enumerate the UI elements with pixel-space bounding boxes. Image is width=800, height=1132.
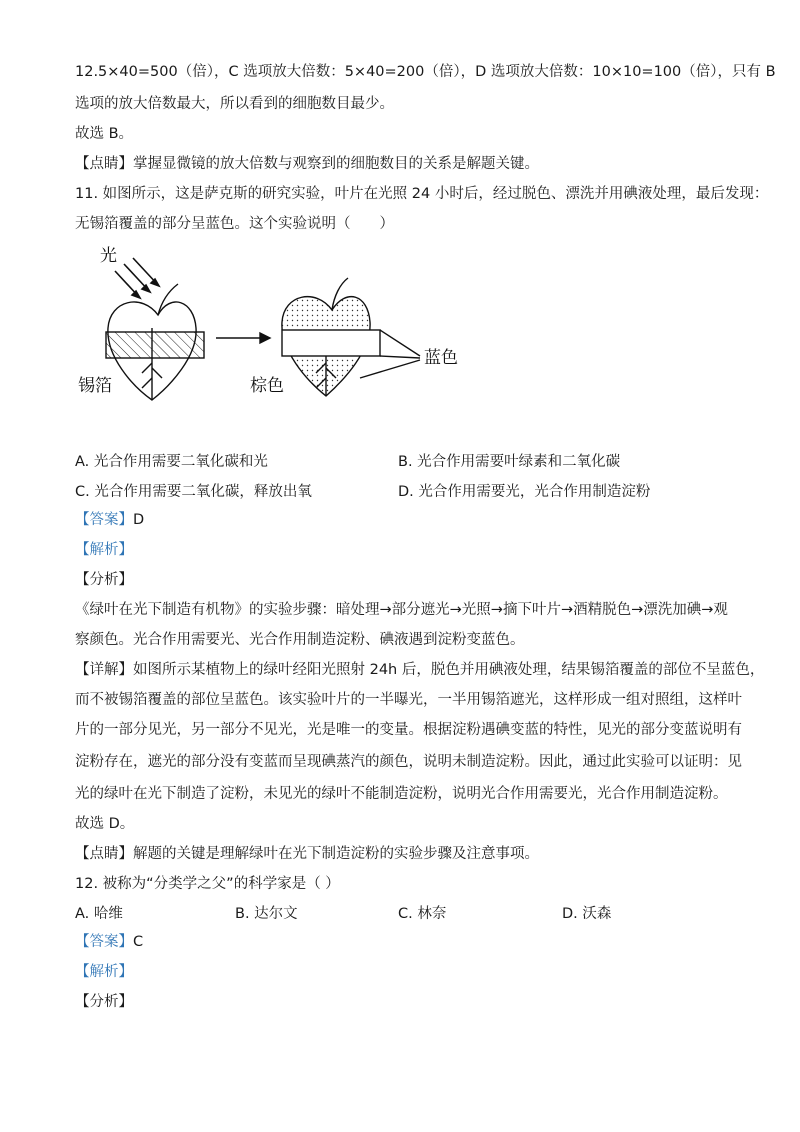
q11-fenxi-line-2: 察颜色。光合作用需要光、光合作用制造淀粉、碘液遇到淀粉变蓝色。 [75,632,525,648]
q11-detail-line-5: 光的绿叶在光下制造了淀粉，未见光的绿叶不能制造淀粉，说明光合作用需要光，光合作用制造淀粉。 [75,786,728,802]
q11-detail-line-4: 淀粉存在，遮光的部分没有变蓝而呈现碘蒸汽的颜色，说明未制造淀粉。因此，通过此实验可以证明：见 [75,754,742,770]
key-point-tag: 【点睛】 [75,156,133,172]
key-point-text: 掌握显微镜的放大倍数与观察到的细胞数目的关系是解题关键。 [133,156,539,172]
answer-tag: 【答案】 [75,512,133,528]
q10-explanation-line-2: 选项的放大倍数最大，所以看到的细胞数目最少。 [75,96,394,112]
q11-option-a: A. 光合作用需要二氧化碳和光 [75,454,268,470]
q11-detail-line-1: 【详解】如图所示某植物上的绿叶经阳光照射 24h 后，脱色并用碘液处理，结果锡箔覆盖的部位不呈蓝色， [75,662,765,678]
answer-tag: 【答案】 [75,934,133,950]
q11-stem-line-2: 无锡箔覆盖的部分呈蓝色。这个实验说明（ ） [75,216,394,232]
q12-option-d: D. 沃森 [562,906,612,922]
leaf-experiment-figure [70,238,490,408]
label-brown: 棕色 [250,376,284,396]
process-arrow [216,333,270,343]
q11-key-point: 【点睛】解题的关键是理解绿叶在光下制造淀粉的实验步骤及注意事项。 [75,846,539,862]
answer-value: C [133,934,144,950]
q11-option-c: C. 光合作用需要二氧化碳，释放出氧 [75,484,312,500]
q10-conclusion: 故选 B。 [75,126,134,142]
q12-answer [75,932,143,952]
q10-explanation-line-1: 12.5×40=500（倍），C 选项放大倍数：5×40=200（倍），D 选项放大倍数：10×10=100（倍），只有 B [75,64,776,80]
q11-option-d: D. 光合作用需要光，光合作用制造淀粉 [398,484,651,500]
label-light: 光 [100,246,117,266]
q12-stem: 12. 被称为“分类学之父”的科学家是（ ） [75,876,340,892]
answer-value: D [133,512,145,528]
light-rays [115,258,159,298]
q11-analysis-tag: 【解析】 [75,542,133,558]
q11-answer [75,510,144,530]
q12-option-c: C. 林奈 [398,906,447,922]
q11-stem-line-1: 11. 如图所示，这是萨克斯的研究实验，叶片在光照 24 小时后，经过脱色、漂洗并用碘液处理，最后发现： [75,186,769,202]
label-blue: 蓝色 [424,348,458,368]
leaf-after-iodine [282,278,420,396]
q12-option-b: B. 达尔文 [235,906,298,922]
q11-detail-line-3: 片的一部分见光，另一部分不见光，光是唯一的变量。根据淀粉遇碘变蓝的特性，见光的部分变蓝说明有 [75,722,742,738]
leaf-with-foil [106,284,204,400]
q12-fenxi-tag: 【分析】 [75,994,133,1010]
q10-key-point [75,154,539,174]
q12-option-a: A. 哈维 [75,906,123,922]
q11-detail-line-2: 而不被锡箔覆盖的部位呈蓝色。该实验叶片的一半曝光，一半用锡箔遮光，这样形成一组对照组，这样叶 [75,692,742,708]
q12-analysis-tag: 【解析】 [75,964,133,980]
q11-fenxi-tag: 【分析】 [75,572,133,588]
q11-fenxi-line-1: 《绿叶在光下制造有机物》的实验步骤：暗处理→部分遮光→光照→摘下叶片→酒精脱色→漂洗加碘→观 [75,602,728,618]
q11-conclusion: 故选 D。 [75,816,135,832]
label-foil: 锡箔 [78,376,112,396]
q11-option-b: B. 光合作用需要叶绿素和二氧化碳 [398,454,621,470]
